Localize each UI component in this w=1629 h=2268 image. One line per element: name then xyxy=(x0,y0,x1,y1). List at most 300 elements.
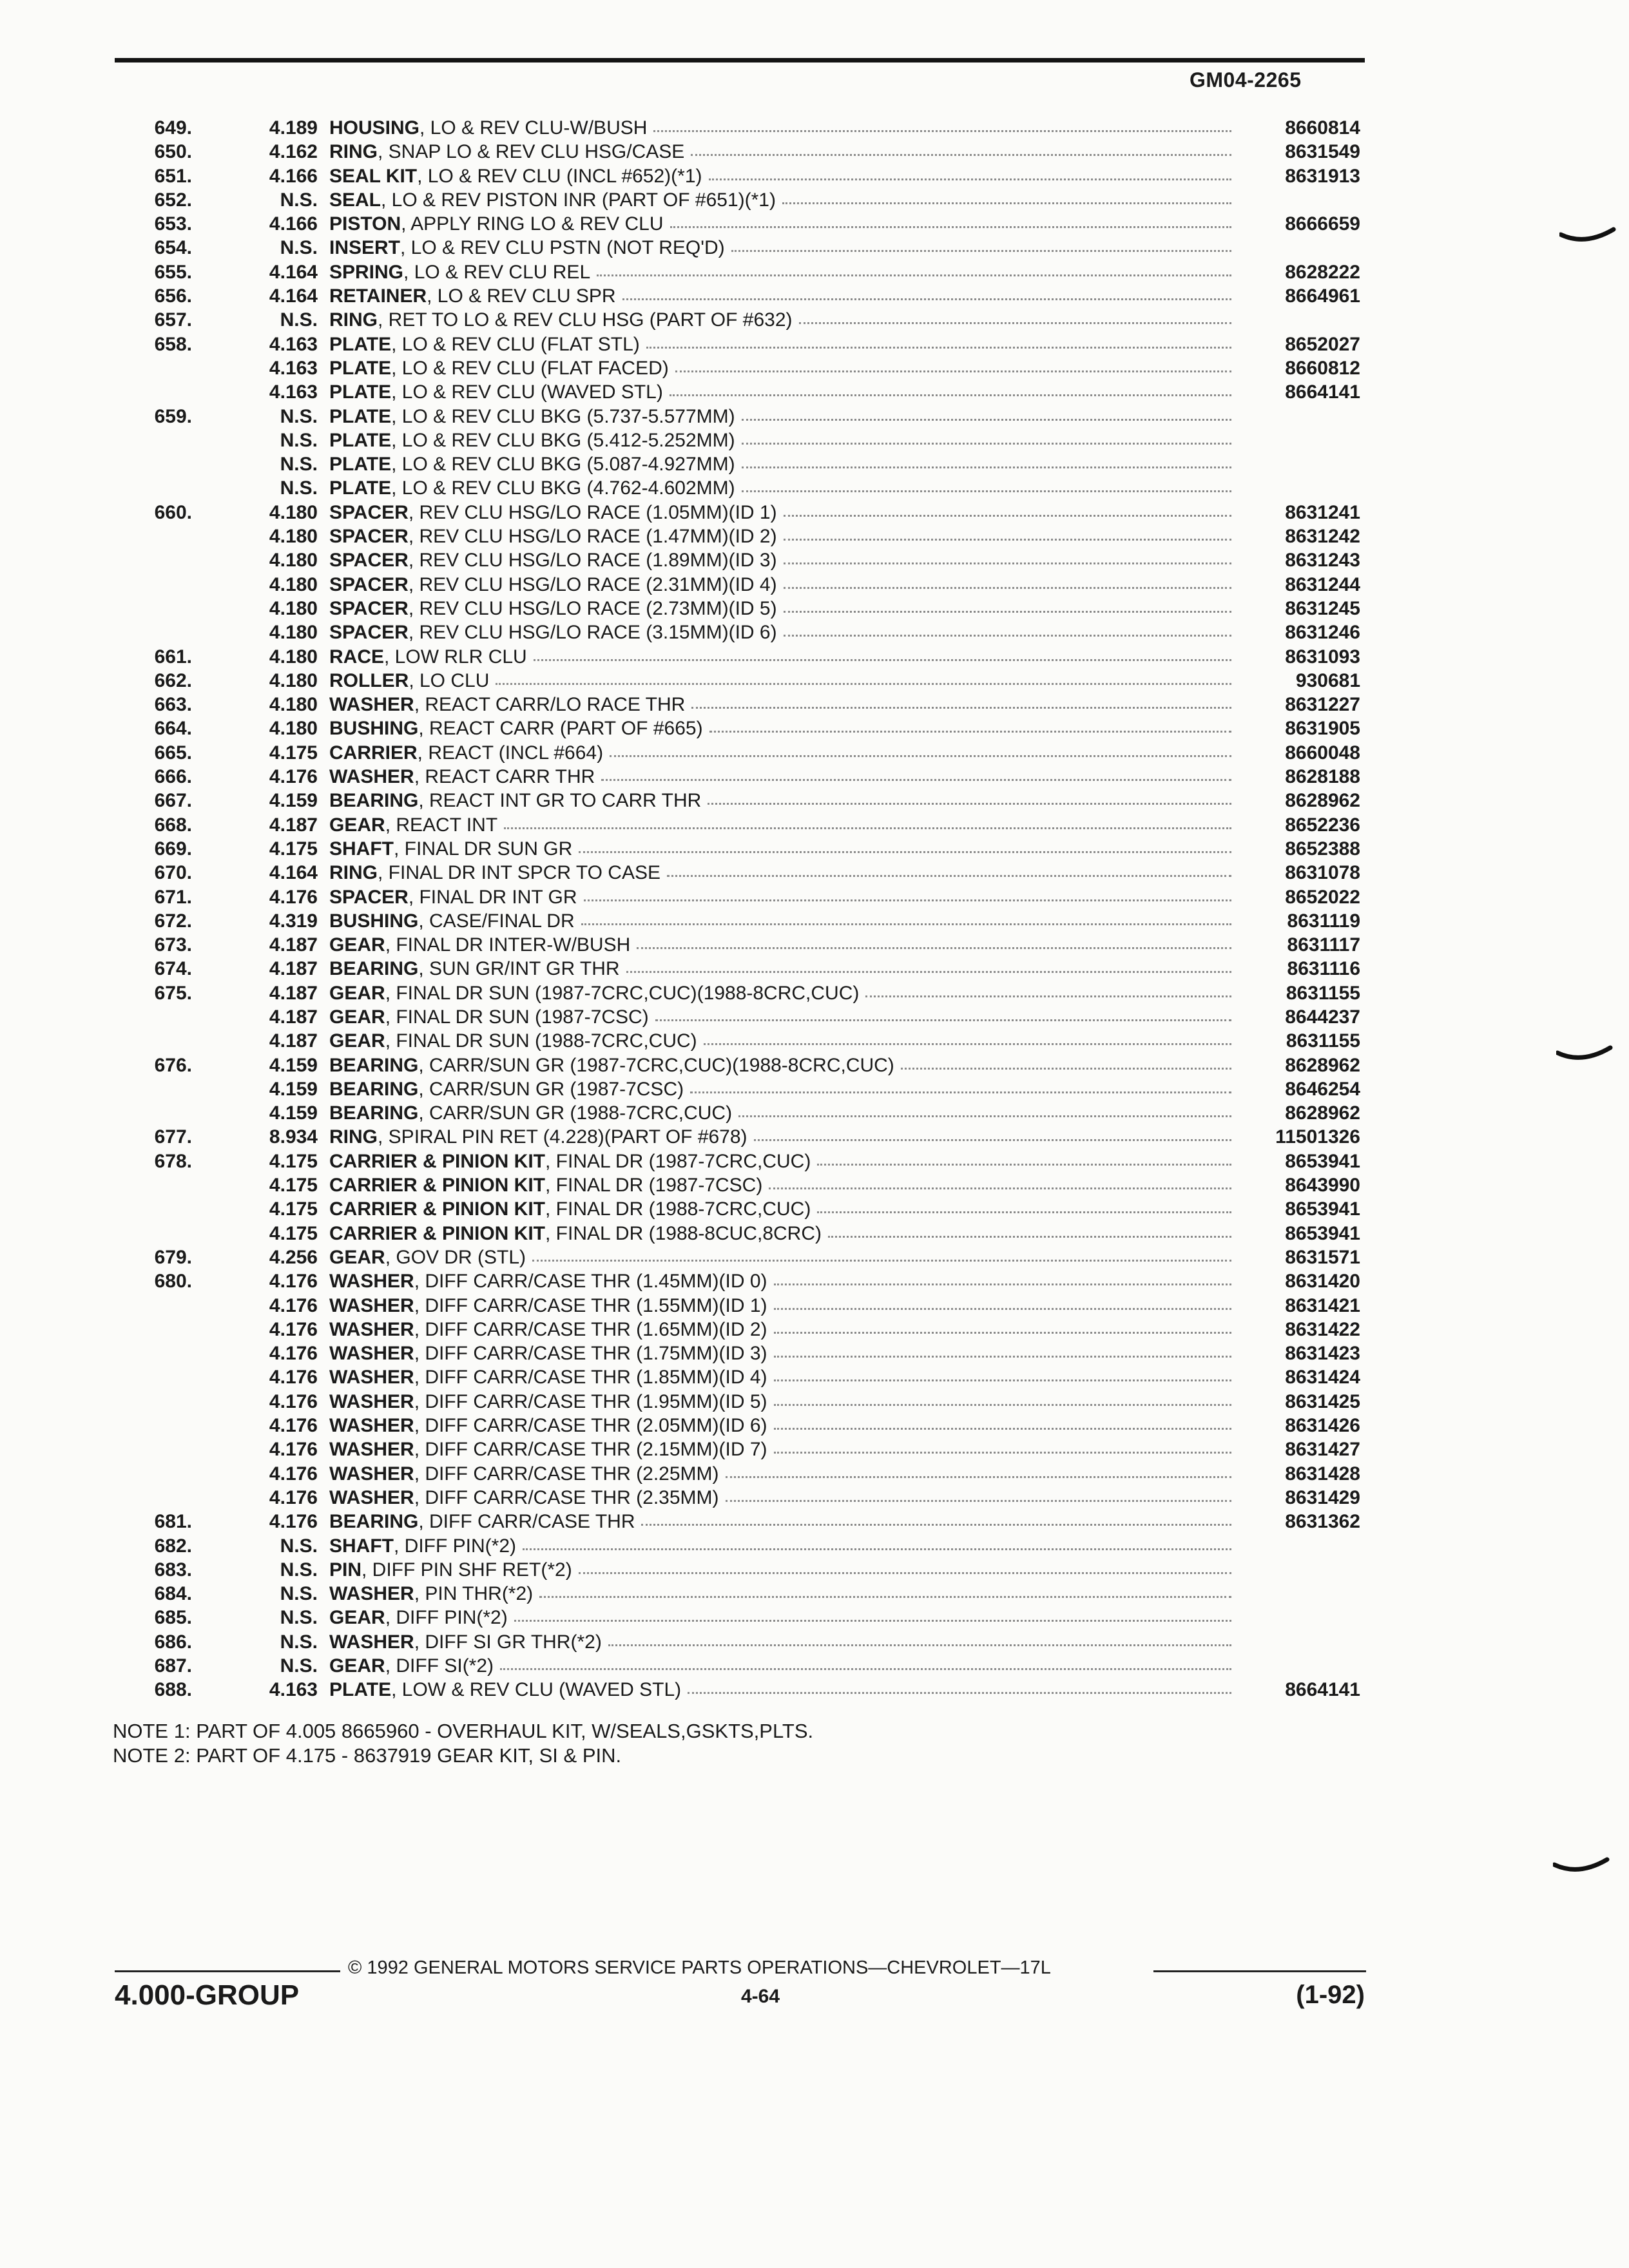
part-number: 8631905 xyxy=(1285,718,1360,740)
part-name: GEAR xyxy=(329,1030,385,1052)
dot-leader xyxy=(799,308,1231,324)
note-1: NOTE 1: PART OF 4.005 8665960 - OVERHAUL KIT, W/SEALS,GSKTS,PLTS. xyxy=(113,1720,814,1742)
part-detail: , DIFF PIN(*2) xyxy=(385,1607,508,1629)
part-name: WASHER xyxy=(329,1583,414,1605)
table-row xyxy=(115,1582,1365,1606)
part-detail: , LO & REV CLU REL xyxy=(403,261,591,283)
description xyxy=(329,1654,1231,1678)
part-number: 8631078 xyxy=(1285,862,1360,884)
part-detail: , REACT CARR/LO RACE THR xyxy=(414,694,686,716)
part-name: CARRIER & PINION KIT xyxy=(329,1198,546,1220)
top-rule xyxy=(115,58,1365,62)
part-detail: , FINAL DR (1988-7CRC,CUC) xyxy=(545,1198,811,1220)
description xyxy=(329,1173,1231,1197)
part-number: 8631549 xyxy=(1285,141,1360,163)
document-code: GM04-2265 xyxy=(1190,68,1302,91)
table-row xyxy=(115,476,1365,500)
group-number: N.S. xyxy=(280,1535,318,1557)
part-number: 8631913 xyxy=(1285,165,1360,187)
table-row xyxy=(115,1245,1365,1269)
part-detail: , DIFF CARR/CASE THR (1.85MM)(ID 4) xyxy=(414,1367,767,1389)
dot-leader xyxy=(675,356,1231,372)
group-number: 4.163 xyxy=(269,333,318,355)
group-number: 4.166 xyxy=(269,165,318,187)
table-row xyxy=(115,573,1365,597)
ref-number: 673. xyxy=(154,934,192,956)
part-number: 8664141 xyxy=(1285,381,1360,403)
group-number: 4.163 xyxy=(269,381,318,403)
part-number: 8631246 xyxy=(1285,622,1360,644)
part-number: 8664961 xyxy=(1285,285,1360,307)
part-name: GEAR xyxy=(329,814,385,836)
part-detail: , FINAL DR SUN (1988-7CRC,CUC) xyxy=(385,1030,697,1052)
part-name: GEAR xyxy=(329,1246,385,1268)
dot-leader xyxy=(774,1318,1231,1334)
table-row xyxy=(115,1462,1365,1486)
part-name: BEARING xyxy=(329,1511,419,1533)
dot-leader xyxy=(597,260,1231,276)
part-number: 8631428 xyxy=(1285,1463,1360,1485)
part-detail: , FINAL DR (1987-7CRC,CUC) xyxy=(545,1150,811,1172)
dot-leader xyxy=(784,620,1231,637)
part-detail: , DIFF SI(*2) xyxy=(385,1655,494,1677)
description xyxy=(329,837,1231,861)
ref-number: 671. xyxy=(154,886,192,908)
group-number: 4.176 xyxy=(269,1318,318,1340)
part-name: BEARING xyxy=(329,1102,419,1124)
description xyxy=(329,236,1231,260)
group-number: 8.934 xyxy=(269,1126,318,1148)
dot-leader xyxy=(581,909,1231,925)
dot-leader xyxy=(534,645,1231,661)
dot-leader xyxy=(774,1390,1231,1406)
description xyxy=(329,1053,1231,1077)
ref-number: 675. xyxy=(154,982,192,1004)
group-number: 4.180 xyxy=(269,550,318,572)
dot-leader xyxy=(726,1486,1231,1502)
part-number: 8643990 xyxy=(1285,1175,1360,1196)
description xyxy=(329,909,1231,933)
part-detail: , CASE/FINAL DR xyxy=(418,910,575,932)
table-row xyxy=(115,1269,1365,1293)
copyright: © 1992 GENERAL MOTORS SERVICE PARTS OPERATIONS—CHEVROLET—17L xyxy=(348,1957,1051,1978)
dot-leader xyxy=(504,813,1231,829)
table-row xyxy=(115,356,1365,380)
description xyxy=(329,981,1231,1005)
part-name: PLATE xyxy=(329,333,392,355)
group-number: 4.187 xyxy=(269,1030,318,1052)
part-detail: , LO & REV CLU (INCL #652)(*1) xyxy=(417,165,702,187)
dot-leader xyxy=(828,1222,1231,1238)
table-row xyxy=(115,308,1365,332)
part-detail: , FINAL DR INTER-W/BUSH xyxy=(385,934,631,956)
part-number: 8631422 xyxy=(1285,1318,1360,1340)
part-name: CARRIER & PINION KIT xyxy=(329,1222,546,1244)
ref-number: 658. xyxy=(154,333,192,355)
part-detail: , LO CLU xyxy=(409,669,490,691)
table-row xyxy=(115,597,1365,620)
description xyxy=(329,573,1231,597)
group-number: 4.180 xyxy=(269,501,318,523)
table-row xyxy=(115,1222,1365,1245)
group-number: N.S. xyxy=(280,1655,318,1677)
part-detail: , DIFF CARR/CASE THR (1.45MM)(ID 0) xyxy=(414,1271,767,1293)
footer-rule-left xyxy=(115,1970,340,1972)
part-number: 8628962 xyxy=(1285,790,1360,812)
table-row xyxy=(115,332,1365,356)
table-row xyxy=(115,1005,1365,1029)
dot-leader xyxy=(865,981,1231,997)
group-number: N.S. xyxy=(280,454,318,476)
part-detail: , CARR/SUN GR (1987-7CSC) xyxy=(418,1078,684,1100)
table-row xyxy=(115,1197,1365,1221)
dot-leader xyxy=(496,669,1231,685)
table-row xyxy=(115,1149,1365,1173)
description xyxy=(329,693,1231,716)
part-name: WASHER xyxy=(329,1463,414,1485)
ref-number: 656. xyxy=(154,285,192,307)
part-name: CARRIER & PINION KIT xyxy=(329,1175,546,1196)
dot-leader xyxy=(514,1606,1231,1622)
part-number: 8631362 xyxy=(1285,1511,1360,1533)
table-row xyxy=(115,548,1365,572)
dot-leader xyxy=(704,1029,1231,1045)
table-row xyxy=(115,813,1365,837)
group-number: 4.187 xyxy=(269,982,318,1004)
description xyxy=(329,1294,1231,1318)
dot-leader xyxy=(738,1101,1231,1117)
dot-leader xyxy=(579,1558,1231,1574)
description xyxy=(329,933,1231,957)
description xyxy=(329,1077,1231,1101)
ref-number: 677. xyxy=(154,1126,192,1148)
description xyxy=(329,1245,1231,1269)
dot-leader xyxy=(709,716,1231,733)
ref-number: 679. xyxy=(154,1246,192,1268)
part-detail: , LO & REV CLU SPR xyxy=(427,285,616,307)
group-number: N.S. xyxy=(280,405,318,427)
dot-leader xyxy=(754,1125,1231,1141)
group-number: 4.175 xyxy=(269,742,318,764)
part-detail: , DIFF SI GR THR(*2) xyxy=(414,1631,602,1653)
ref-number: 684. xyxy=(154,1583,192,1605)
group-number: 4.159 xyxy=(269,790,318,812)
ref-number: 654. xyxy=(154,237,192,259)
group-number: 4.176 xyxy=(269,1271,318,1293)
ref-number: 653. xyxy=(154,213,192,235)
part-detail: , REACT (INCL #664) xyxy=(417,742,604,764)
part-number: 8631571 xyxy=(1285,1246,1360,1268)
table-row xyxy=(115,236,1365,260)
description xyxy=(329,645,1231,669)
description xyxy=(329,116,1231,140)
ref-number: 664. xyxy=(154,718,192,740)
description xyxy=(329,1582,1231,1606)
table-row xyxy=(115,1486,1365,1510)
part-number: 8631117 xyxy=(1287,934,1360,956)
ref-number: 676. xyxy=(154,1054,192,1076)
part-name: GEAR xyxy=(329,982,385,1004)
ref-number: 674. xyxy=(154,958,192,980)
description xyxy=(329,284,1231,308)
table-row xyxy=(115,909,1365,933)
description xyxy=(329,380,1231,404)
group-number: 4.176 xyxy=(269,1415,318,1437)
part-number: 8652022 xyxy=(1285,886,1360,908)
description xyxy=(329,1222,1231,1245)
group-number: 4.175 xyxy=(269,1222,318,1244)
part-name: PLATE xyxy=(329,381,392,403)
part-detail: , LO & REV CLU BKG (5.412-5.252MM) xyxy=(391,429,735,451)
part-detail: , REV CLU HSG/LO RACE (2.31MM)(ID 4) xyxy=(408,573,777,595)
dot-leader xyxy=(601,765,1231,781)
parts-list xyxy=(115,116,1365,1702)
description xyxy=(329,260,1231,284)
group-number: 4.176 xyxy=(269,1463,318,1485)
ref-number: 678. xyxy=(154,1150,192,1172)
part-detail: , REACT CARR (PART OF #665) xyxy=(418,718,703,740)
part-name: BUSHING xyxy=(329,910,419,932)
group-number: 4.176 xyxy=(269,766,318,788)
table-row xyxy=(115,164,1365,188)
part-name: RING xyxy=(329,141,378,163)
group-number: 4.187 xyxy=(269,1006,318,1028)
part-name: BEARING xyxy=(329,1078,419,1100)
dot-leader xyxy=(769,1173,1231,1189)
dot-leader xyxy=(731,236,1231,252)
group-number: 4.164 xyxy=(269,862,318,884)
part-detail: , LOW & REV CLU (WAVED STL) xyxy=(391,1679,682,1701)
part-number: 8631155 xyxy=(1286,982,1360,1004)
description xyxy=(329,1558,1231,1582)
table-row xyxy=(115,1414,1365,1437)
dot-leader xyxy=(742,452,1231,468)
part-number: 8631245 xyxy=(1285,597,1360,619)
ref-number: 687. xyxy=(154,1655,192,1677)
dot-leader xyxy=(626,957,1231,973)
description xyxy=(329,861,1231,885)
part-detail: , LO & REV CLU BKG (4.762-4.602MM) xyxy=(391,477,735,499)
ref-number: 650. xyxy=(154,141,192,163)
dot-leader xyxy=(774,1269,1231,1285)
part-detail: , FINAL DR SUN (1987-7CSC) xyxy=(385,1006,649,1028)
dot-leader xyxy=(817,1149,1231,1166)
part-name: BEARING xyxy=(329,1054,419,1076)
table-row xyxy=(115,957,1365,981)
part-detail: , LO & REV CLU BKG (5.737-5.577MM) xyxy=(391,405,735,427)
dot-leader xyxy=(774,1414,1231,1430)
part-detail: , DIFF CARR/CASE THR (2.35MM) xyxy=(414,1486,719,1508)
description xyxy=(329,1149,1231,1173)
part-detail: , APPLY RING LO & REV CLU xyxy=(401,213,664,235)
part-number: 8653941 xyxy=(1285,1150,1360,1172)
part-number: 8631424 xyxy=(1285,1367,1360,1389)
ref-number: 683. xyxy=(154,1559,192,1581)
description xyxy=(329,1269,1231,1293)
description xyxy=(329,164,1231,188)
part-name: SPACER xyxy=(329,526,409,548)
part-name: SHAFT xyxy=(329,838,394,860)
part-detail: , REACT CARR THR xyxy=(414,766,595,788)
dot-leader xyxy=(637,933,1231,949)
part-number: 8631093 xyxy=(1285,646,1360,668)
description xyxy=(329,669,1231,693)
dot-leader xyxy=(742,428,1231,445)
group-number: 4.176 xyxy=(269,1367,318,1389)
part-detail: , REV CLU HSG/LO RACE (1.05MM)(ID 1) xyxy=(408,501,777,523)
dot-leader xyxy=(742,476,1231,492)
table-row xyxy=(115,284,1365,308)
part-name: SPACER xyxy=(329,886,409,908)
part-detail: , LO & REV PISTON INR (PART OF #651)(*1) xyxy=(381,189,776,211)
part-name: SPACER xyxy=(329,622,409,644)
group-number: N.S. xyxy=(280,1559,318,1581)
part-name: RETAINER xyxy=(329,285,427,307)
ref-number: 657. xyxy=(154,309,192,331)
part-number: 8644237 xyxy=(1285,1006,1360,1028)
part-name: CARRIER xyxy=(329,742,418,764)
group-label: 4.000-GROUP xyxy=(115,1979,300,2011)
group-number: 4.180 xyxy=(269,526,318,548)
dot-leader xyxy=(667,861,1231,877)
table-row xyxy=(115,1654,1365,1678)
group-number: 4.189 xyxy=(269,117,318,139)
ref-number: 662. xyxy=(154,669,192,691)
part-name: SEAL xyxy=(329,189,381,211)
part-name: RING xyxy=(329,862,378,884)
part-detail: , LO & REV CLU BKG (5.087-4.927MM) xyxy=(391,454,735,476)
group-number: 4.175 xyxy=(269,838,318,860)
ref-number: 663. xyxy=(154,694,192,716)
part-detail: , FINAL DR (1987-7CSC) xyxy=(545,1175,763,1196)
part-name: BEARING xyxy=(329,790,419,812)
ref-number: 686. xyxy=(154,1631,192,1653)
description xyxy=(329,620,1231,644)
description xyxy=(329,1390,1231,1414)
description xyxy=(329,957,1231,981)
group-number: 4.159 xyxy=(269,1078,318,1100)
part-name: BUSHING xyxy=(329,718,419,740)
part-name: PLATE xyxy=(329,405,392,427)
dot-leader xyxy=(539,1582,1231,1598)
description xyxy=(329,1365,1231,1389)
description xyxy=(329,212,1231,236)
table-row xyxy=(115,837,1365,861)
part-number: 8631423 xyxy=(1285,1343,1360,1365)
part-name: PLATE xyxy=(329,454,392,476)
table-row xyxy=(115,380,1365,404)
dot-leader xyxy=(655,1005,1231,1021)
part-name: WASHER xyxy=(329,766,414,788)
group-number: 4.180 xyxy=(269,573,318,595)
part-detail: , PIN THR(*2) xyxy=(414,1583,534,1605)
revision-date: (1-92) xyxy=(1296,1981,1365,2009)
description xyxy=(329,501,1231,524)
group-number: N.S. xyxy=(280,1583,318,1605)
page-number: 4-64 xyxy=(740,1986,780,2007)
table-row xyxy=(115,1173,1365,1197)
group-number: 4.166 xyxy=(269,213,318,235)
group-number: 4.164 xyxy=(269,261,318,283)
dot-leader xyxy=(688,1678,1231,1694)
ref-number: 682. xyxy=(154,1535,192,1557)
table-row xyxy=(115,1077,1365,1101)
description xyxy=(329,524,1231,548)
part-number: 8660814 xyxy=(1285,117,1360,139)
group-number: 4.180 xyxy=(269,646,318,668)
part-number: 8631119 xyxy=(1287,910,1360,932)
description xyxy=(329,452,1231,476)
dot-leader xyxy=(774,1294,1231,1310)
description xyxy=(329,1414,1231,1437)
ref-number: 659. xyxy=(154,405,192,427)
part-detail: , LOW RLR CLU xyxy=(384,646,527,668)
part-number: 8631244 xyxy=(1285,573,1360,595)
dot-leader xyxy=(774,1341,1231,1358)
part-name: INSERT xyxy=(329,237,401,259)
group-number: N.S. xyxy=(280,477,318,499)
part-number: 8628962 xyxy=(1285,1054,1360,1076)
ref-number: 651. xyxy=(154,165,192,187)
dot-leader xyxy=(584,885,1231,901)
table-row xyxy=(115,1029,1365,1053)
group-number: 4.187 xyxy=(269,958,318,980)
ref-number: 655. xyxy=(154,261,192,283)
part-name: WASHER xyxy=(329,1439,414,1461)
part-detail: , DIFF CARR/CASE THR (1.75MM)(ID 3) xyxy=(414,1343,767,1365)
part-number: 8631426 xyxy=(1285,1415,1360,1437)
dot-leader xyxy=(523,1534,1231,1550)
table-row xyxy=(115,1630,1365,1654)
binder-mark xyxy=(1559,226,1617,251)
part-name: WASHER xyxy=(329,694,414,716)
dot-leader xyxy=(774,1437,1231,1454)
part-number: 8631241 xyxy=(1285,501,1360,523)
description xyxy=(329,1197,1231,1221)
group-number: 4.176 xyxy=(269,1390,318,1412)
description xyxy=(329,765,1231,789)
ref-number: 661. xyxy=(154,646,192,668)
part-detail: , CARR/SUN GR (1988-7CRC,CUC) xyxy=(418,1102,733,1124)
part-number: 8631425 xyxy=(1285,1390,1360,1412)
part-name: SPACER xyxy=(329,501,409,523)
description xyxy=(329,476,1231,500)
table-row xyxy=(115,885,1365,909)
ref-number: 669. xyxy=(154,838,192,860)
description xyxy=(329,741,1231,765)
group-number: 4.176 xyxy=(269,886,318,908)
binder-mark xyxy=(1556,1044,1614,1070)
part-detail: , REV CLU HSG/LO RACE (1.89MM)(ID 3) xyxy=(408,550,777,572)
group-number: N.S. xyxy=(280,309,318,331)
dot-leader xyxy=(709,164,1231,180)
group-number: 4.256 xyxy=(269,1246,318,1268)
description xyxy=(329,332,1231,356)
part-number: 11501326 xyxy=(1275,1126,1360,1148)
ref-number: 685. xyxy=(154,1607,192,1629)
part-number: 8631420 xyxy=(1285,1271,1360,1293)
part-detail: , RET TO LO & REV CLU HSG (PART OF #632) xyxy=(378,309,793,331)
description xyxy=(329,1462,1231,1486)
part-name: SPACER xyxy=(329,550,409,572)
part-number: 8628188 xyxy=(1285,766,1360,788)
group-number: 4.176 xyxy=(269,1343,318,1365)
ref-number: 665. xyxy=(154,742,192,764)
dot-leader xyxy=(610,741,1231,757)
part-number: 8631242 xyxy=(1285,526,1360,548)
ref-number: 649. xyxy=(154,117,192,139)
part-number: 8666659 xyxy=(1285,213,1360,235)
